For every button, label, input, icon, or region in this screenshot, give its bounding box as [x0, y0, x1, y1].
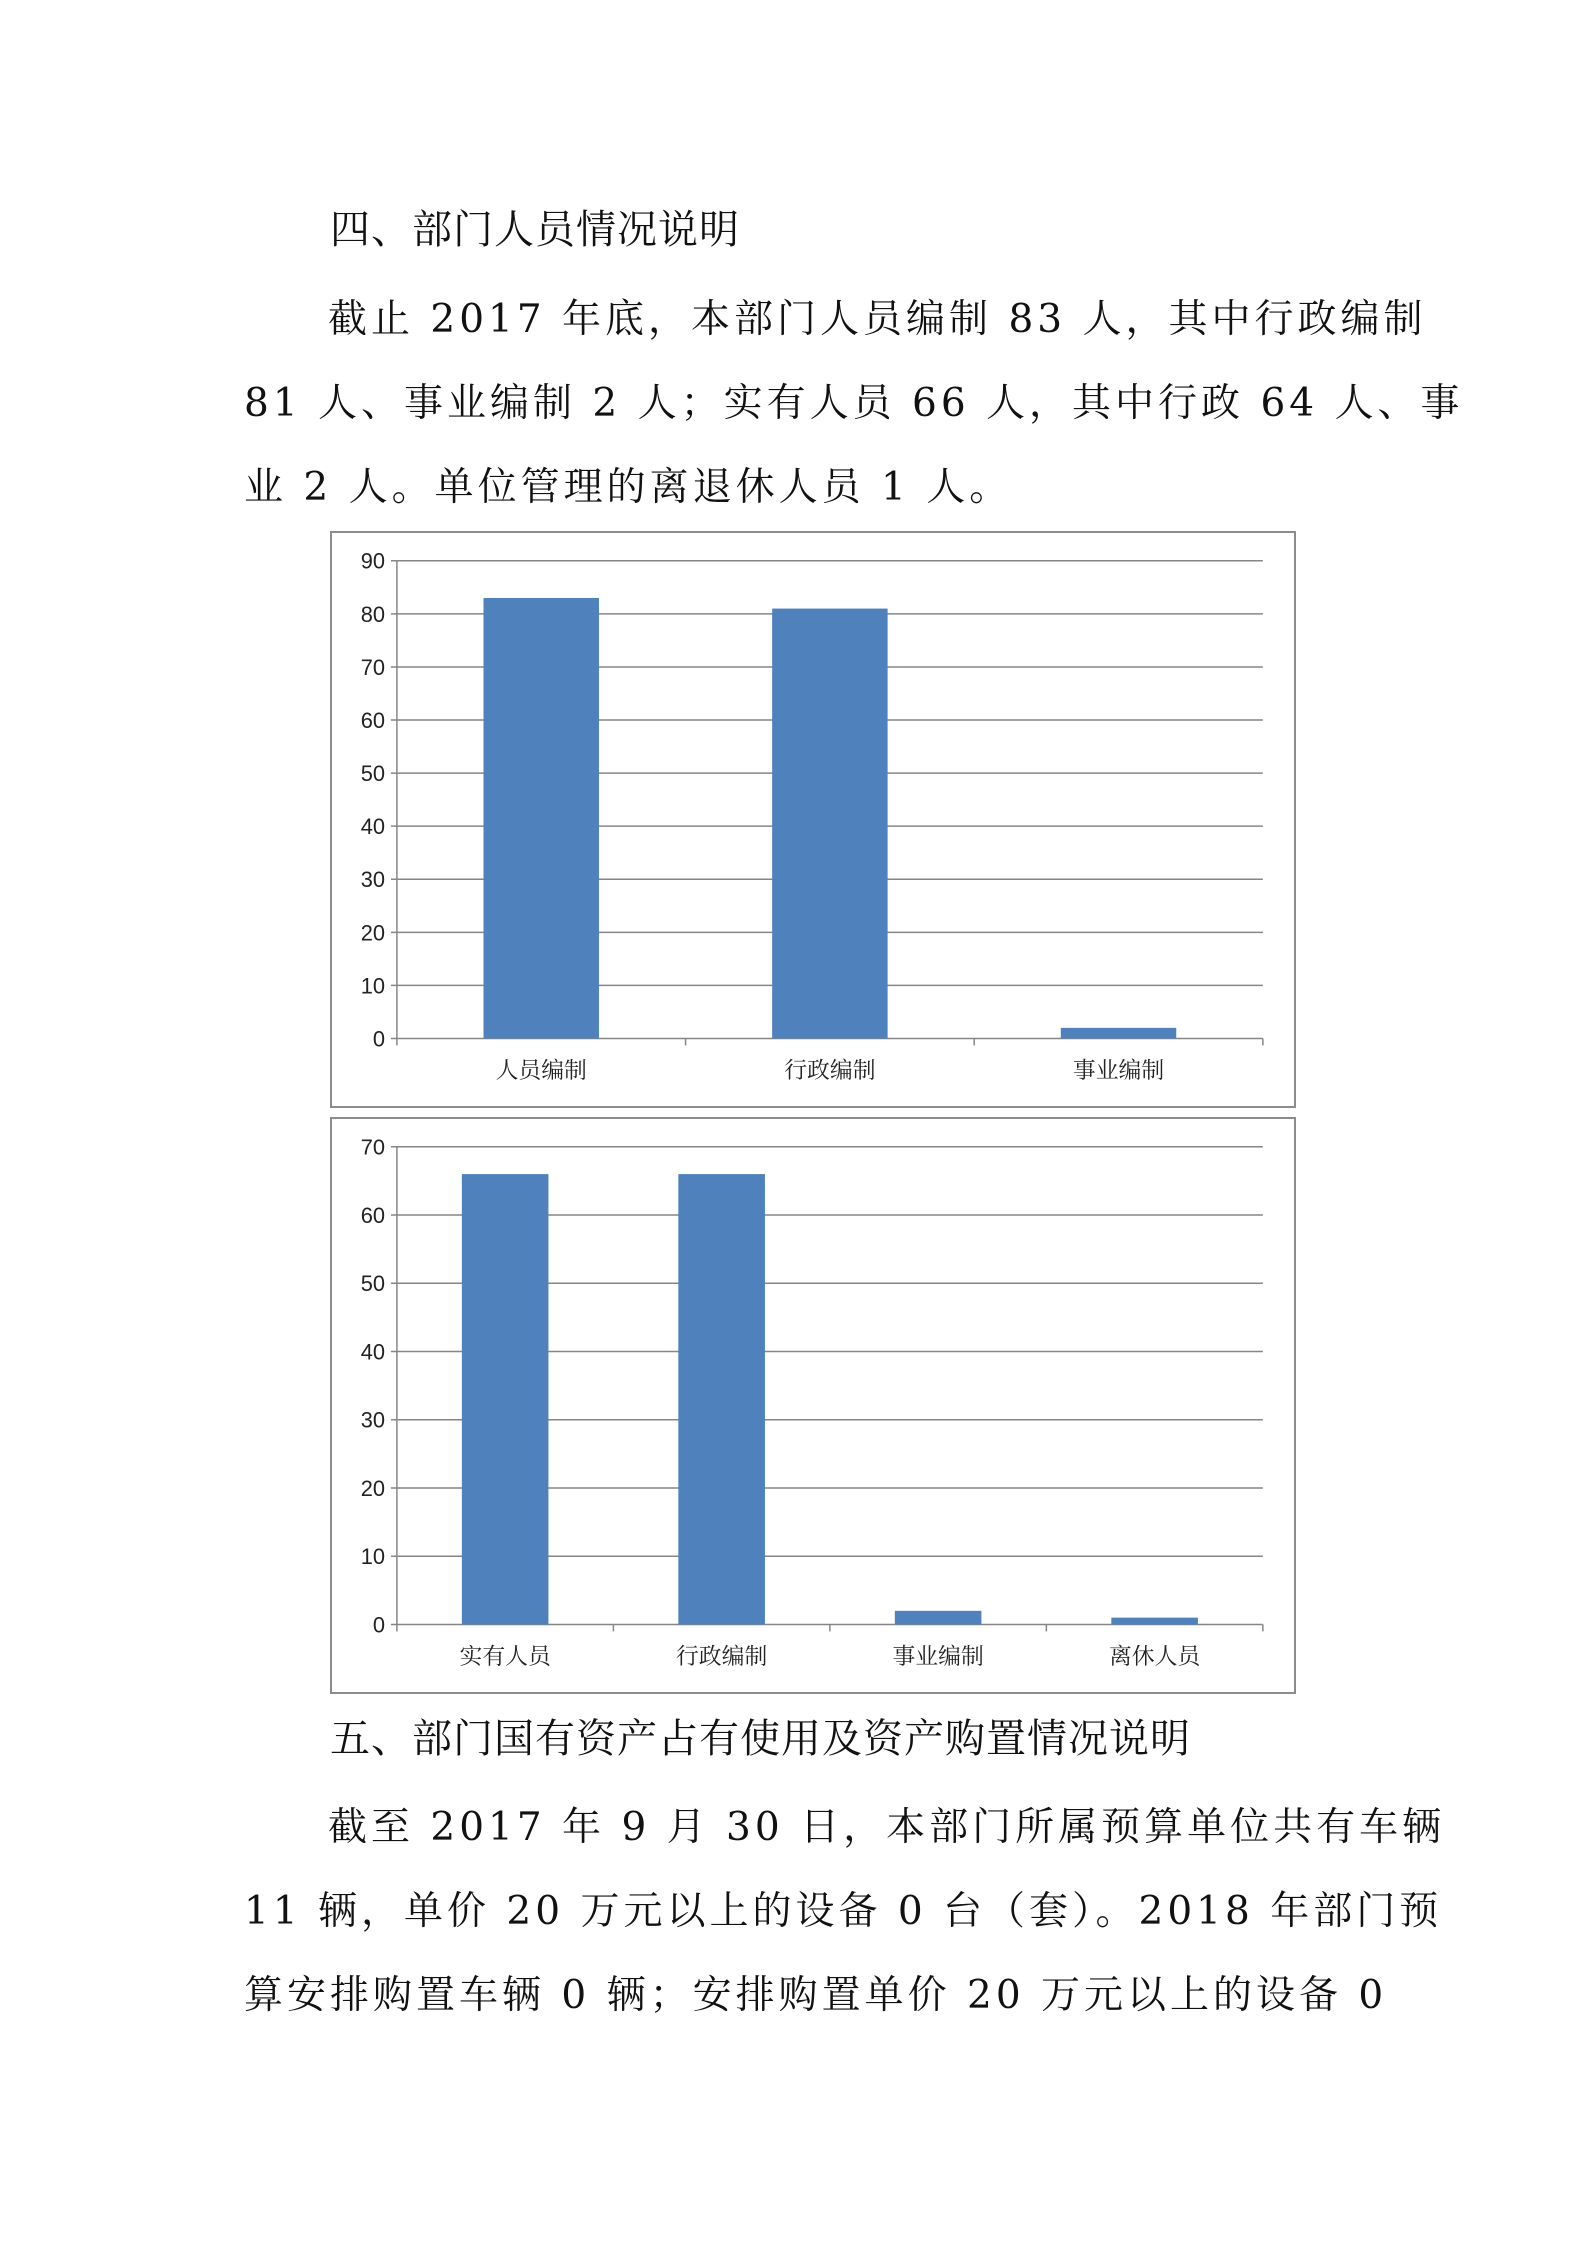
y-tick-label: 10 [360, 1544, 385, 1570]
bar [1111, 1618, 1198, 1625]
staffing-quota-chart [330, 531, 1296, 1108]
bar [772, 609, 887, 1039]
actual-staff-chart-svg [332, 1119, 1294, 1692]
y-tick-label: 90 [360, 548, 385, 574]
y-tick-label: 20 [360, 920, 385, 946]
y-tick-label: 40 [360, 814, 385, 840]
paragraph-line: 截止 2017 年底，本部门人员编制 83 人，其中行政编制 [328, 297, 1427, 342]
bar [678, 1174, 765, 1624]
y-tick-label: 0 [372, 1612, 385, 1638]
x-category-label: 离休人员 [1108, 1643, 1201, 1670]
y-tick-label: 50 [360, 1271, 385, 1297]
x-category-label: 事业编制 [892, 1643, 984, 1670]
y-tick-label: 20 [360, 1475, 385, 1501]
x-category-label: 行政编制 [784, 1057, 876, 1084]
bar [484, 598, 599, 1039]
bar [1061, 1028, 1176, 1039]
paragraph-line: 11 辆，单价 20 万元以上的设备 0 台（套）。2018 年部门预 [244, 1889, 1443, 1934]
paragraph-line: 81 人、事业编制 2 人；实有人员 66 人，其中行政 64 人、事 [244, 381, 1464, 426]
y-tick-label: 60 [360, 707, 385, 733]
bar [462, 1174, 549, 1624]
x-category-label: 行政编制 [675, 1643, 768, 1670]
section-4-heading: 四、部门人员情况说明 [330, 207, 740, 253]
y-tick-label: 50 [360, 761, 385, 787]
section-5-paragraph [244, 1786, 1446, 2038]
x-category-label: 人员编制 [495, 1057, 587, 1084]
actual-staff-chart [330, 1117, 1296, 1694]
section-5-heading: 五、部门国有资产占有使用及资产购置情况说明 [330, 1716, 1191, 1762]
y-tick-label: 70 [360, 654, 385, 680]
y-tick-label: 0 [372, 1026, 385, 1052]
paragraph-line: 算安排购置车辆 0 辆；安排购置单价 20 万元以上的设备 0 [244, 1973, 1388, 2018]
x-category-label: 实有人员 [459, 1643, 551, 1670]
y-tick-label: 30 [360, 867, 385, 893]
x-category-label: 事业编制 [1072, 1057, 1165, 1084]
y-tick-label: 60 [360, 1202, 385, 1228]
paragraph-line: 业 2 人。单位管理的离退休人员 1 人。 [244, 465, 1013, 510]
section-4-paragraph [244, 278, 1464, 530]
y-tick-label: 30 [360, 1407, 385, 1433]
y-tick-label: 40 [360, 1339, 385, 1365]
y-tick-label: 80 [360, 601, 385, 627]
bar [895, 1611, 982, 1625]
staffing-quota-chart-svg [332, 533, 1294, 1106]
y-tick-label: 70 [360, 1134, 385, 1160]
paragraph-line: 截至 2017 年 9 月 30 日，本部门所属预算单位共有车辆 [328, 1805, 1446, 1850]
y-tick-label: 10 [360, 973, 385, 999]
